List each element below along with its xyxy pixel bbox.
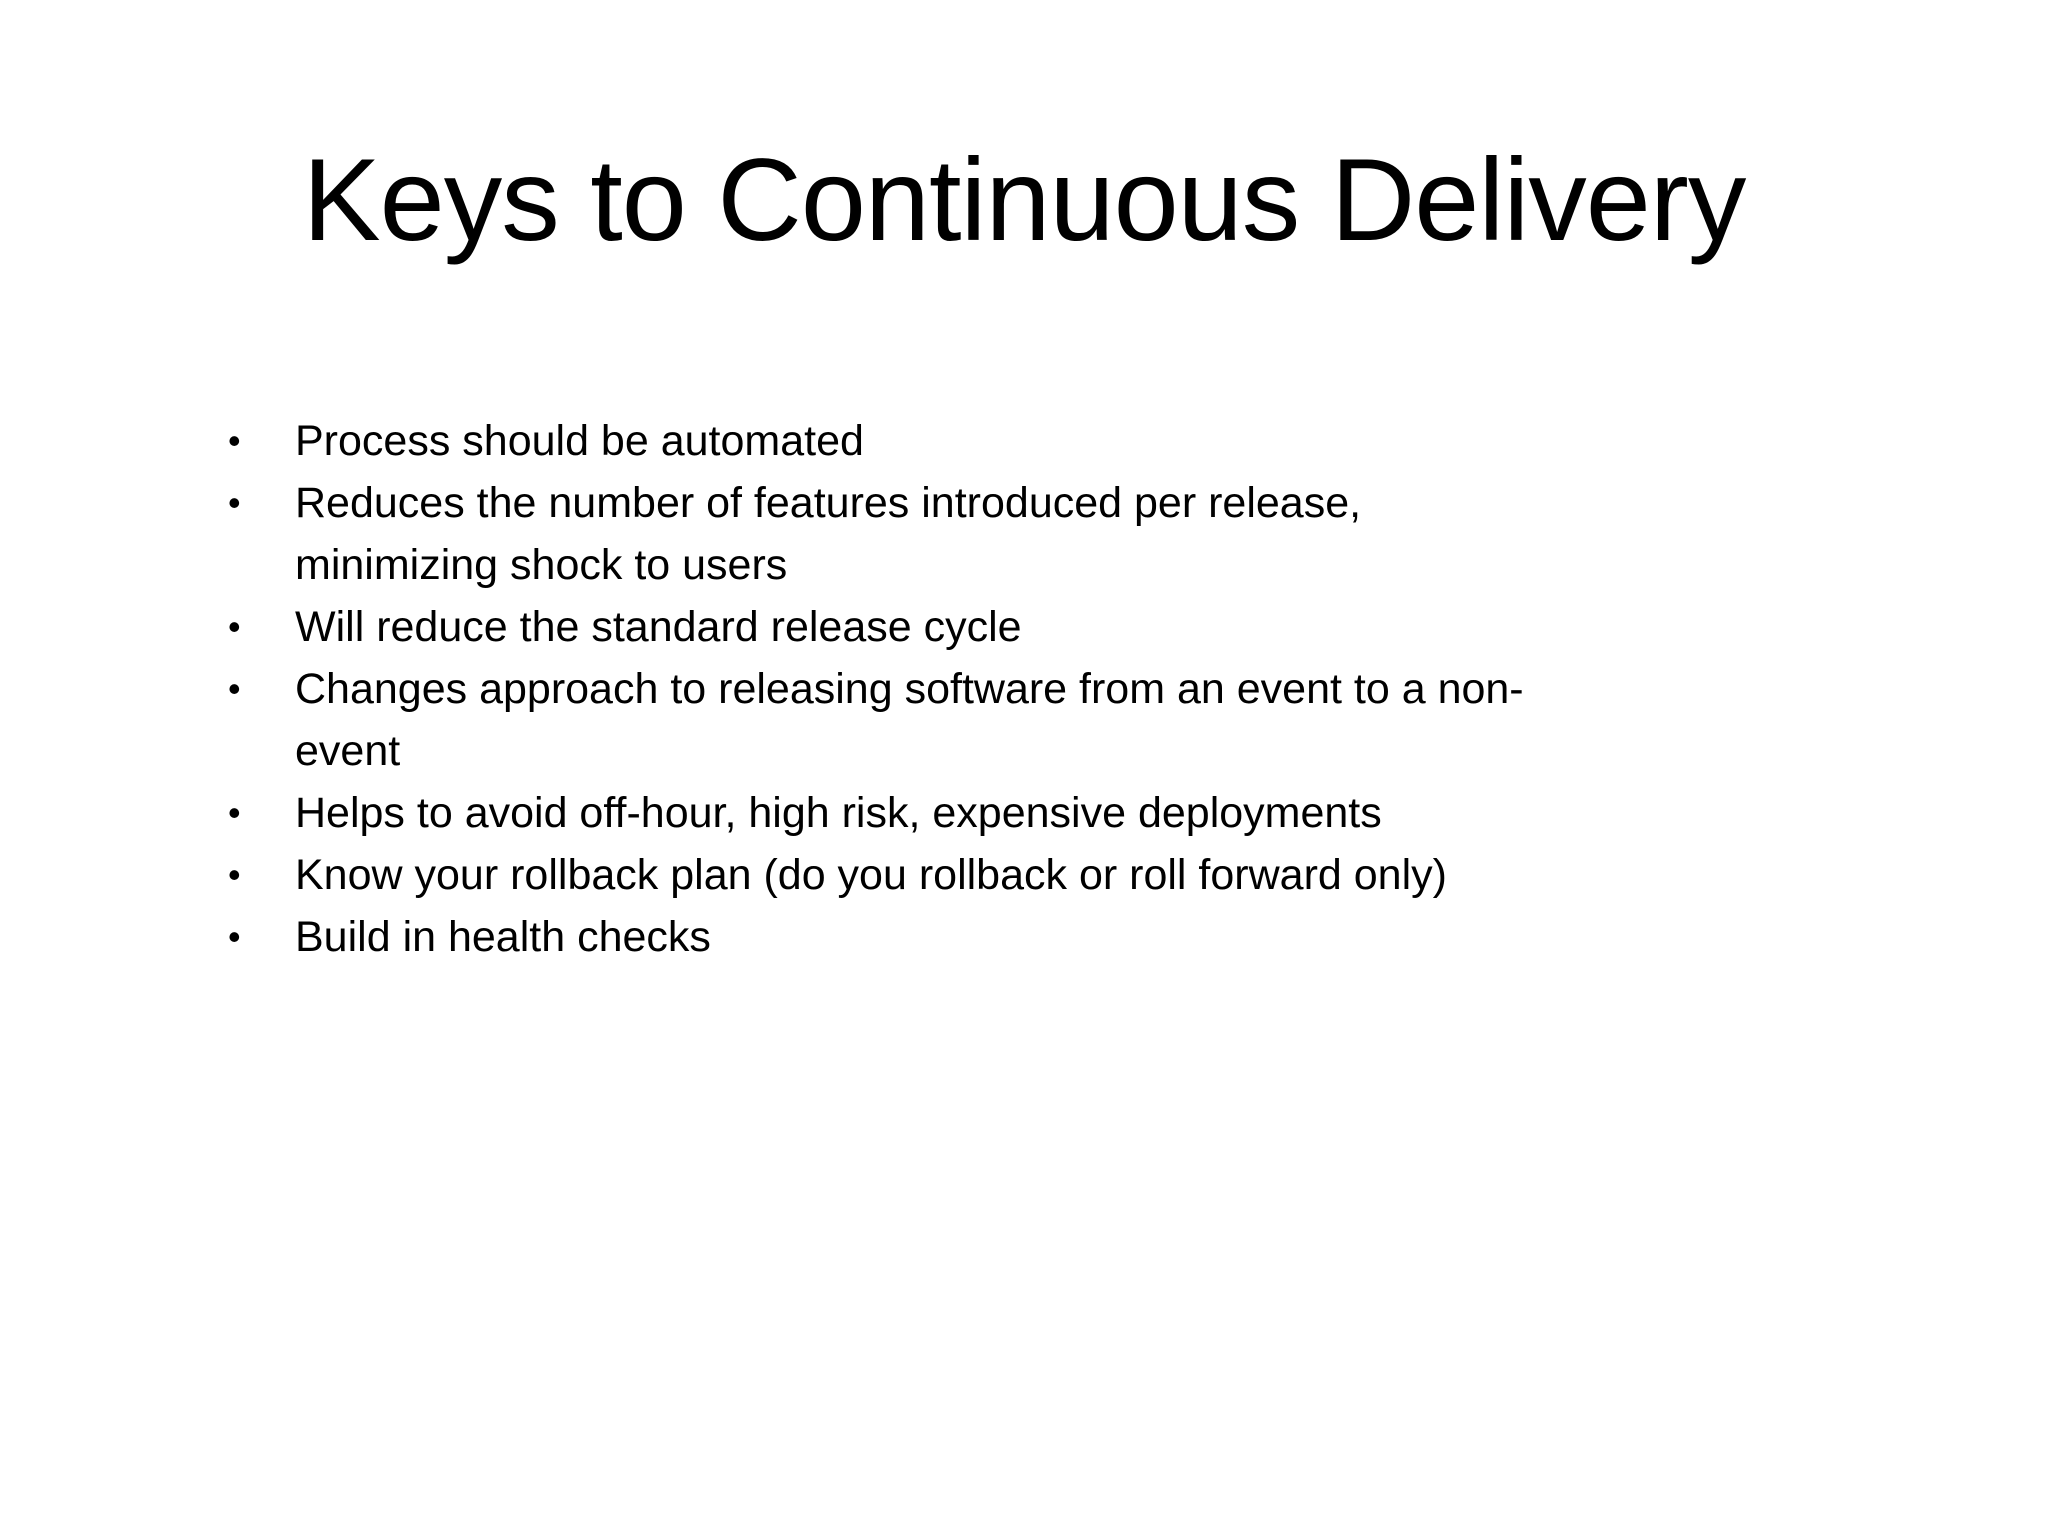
list-item <box>228 596 1648 658</box>
bullet-icon: • <box>228 606 241 647</box>
bullet-icon: • <box>228 482 241 523</box>
slide-title: Keys to Continuous Delivery <box>302 134 1746 265</box>
bullet-text: Build in health checks <box>295 913 711 961</box>
bullet-icon: • <box>228 792 241 833</box>
list-item <box>228 906 1648 968</box>
list-item <box>228 472 1515 596</box>
bullet-text: Helps to avoid off-hour, high risk, expensive deployments <box>295 789 1382 837</box>
bullet-list <box>228 410 1648 968</box>
bullet-text: Reduces the number of features introduced per release, minimizing shock to users <box>295 479 1362 589</box>
bullet-icon: • <box>228 668 241 709</box>
list-item <box>228 410 1648 472</box>
bullet-text: Know your rollback plan (do you rollback or roll forward only) <box>295 851 1447 899</box>
list-item <box>228 782 1648 844</box>
bullet-icon: • <box>228 420 241 461</box>
bullet-text: Process should be automated <box>295 417 864 465</box>
list-item <box>228 844 1648 906</box>
list-item <box>228 658 1585 782</box>
bullet-text: Changes approach to releasing software from an event to a non-event <box>295 665 1524 775</box>
bullet-icon: • <box>228 854 241 895</box>
bullet-text: Will reduce the standard release cycle <box>295 603 1022 651</box>
bullet-icon: • <box>228 916 241 957</box>
